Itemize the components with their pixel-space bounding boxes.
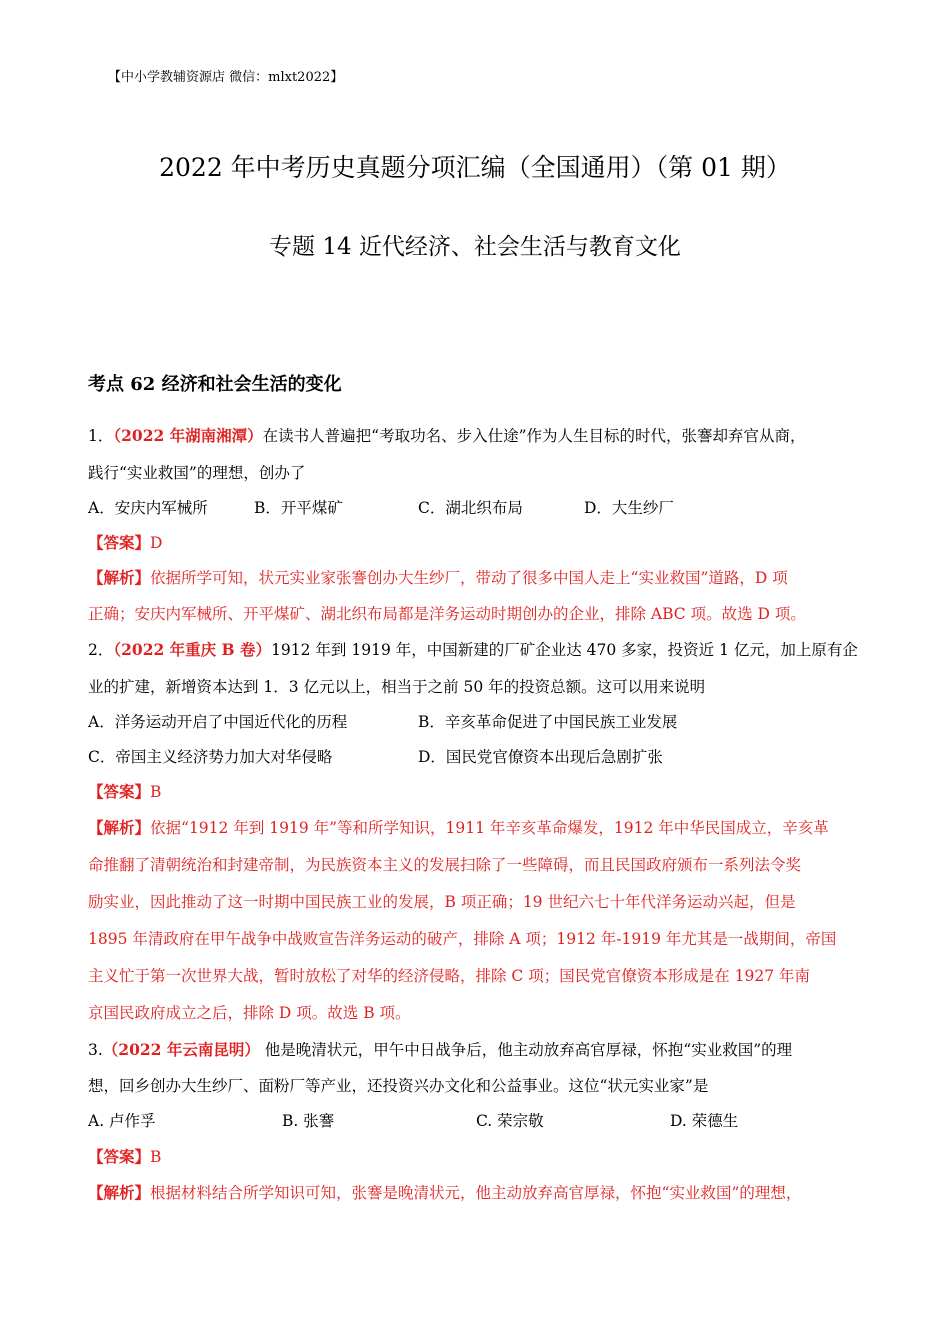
page-subtitle: 专题 14 近代经济、社会生活与教育文化 — [269, 234, 681, 260]
answer-tag: 【答案】 — [88, 1147, 151, 1166]
question-source: （2022 年云南昆明） — [102, 1040, 260, 1059]
answer-value: D — [150, 534, 163, 552]
option-b: B. 张謇 — [282, 1112, 335, 1130]
analysis-tag: 【解析】 — [88, 818, 151, 837]
option-c: C．湖北织布局 — [418, 499, 523, 517]
option-a: A. 卢作孚 — [88, 1112, 156, 1130]
option-b: B．辛亥革命促进了中国民族工业发展 — [418, 713, 678, 731]
analysis-tag: 【解析】 — [88, 1183, 151, 1202]
question-number: 1． — [88, 427, 114, 445]
option-b: B．开平煤矿 — [254, 499, 343, 517]
analysis-line: 命推翻了清朝统治和封建帝制，为民族资本主义的发展扫除了一些障碍，而且民国政府颁布一系列法令奖 — [88, 856, 802, 874]
question-source: （2022 年重庆 B 卷） — [113, 640, 272, 659]
analysis-line: 正确；安庆内军械所、开平煤矿、湖北织布局都是洋务运动时期创办的企业，排除 ABC 项。故选 D 项。 — [88, 605, 806, 623]
analysis-text: 依据所学可知，状元实业家张謇创办大生纱厂，带动了很多中国人走上“实业救国”道路，D 项 — [150, 569, 788, 587]
option-a: A．洋务运动开启了中国近代化的历程 — [88, 713, 348, 731]
question-1-stem-line-2: 践行“实业救国”的理想，创办了 — [88, 464, 306, 482]
answer-tag: 【答案】 — [88, 533, 151, 552]
question-text: 在读书人普遍把“考取功名、步入仕途”作为人生目标的时代，张謇却弃官从商， — [262, 427, 806, 445]
analysis-line: 京国民政府成立之后，排除 D 项。故选 B 项。 — [88, 1004, 411, 1022]
analysis-line — [88, 816, 829, 838]
answer-line — [88, 1145, 161, 1167]
header-note: 【中小学教辅资源店 微信：mlxt2022】 — [108, 70, 344, 85]
analysis-line: 主义忙于第一次世界大战，暂时放松了对华的经济侵略，排除 C 项；国民党官僚资本形成是在 1927 年南 — [88, 967, 811, 985]
analysis-tag: 【解析】 — [88, 568, 151, 587]
question-text: 1912 年到 1919 年，中国新建的厂矿企业达 470 多家，投资近 1 亿元，加上原有企 — [271, 641, 858, 659]
option-d: D. 荣德生 — [670, 1112, 739, 1130]
question-source: （2022 年湖南湘潭） — [113, 426, 263, 445]
question-2-stem-line-1 — [88, 638, 858, 660]
analysis-line — [88, 566, 788, 588]
question-3-stem-line-2: 想，回乡创办大生纱厂、面粉厂等产业，还投资兴办文化和公益事业。这位“状元实业家”是 — [88, 1077, 709, 1095]
option-d: D．国民党官僚资本出现后急剧扩张 — [418, 748, 663, 766]
question-text: 他是晚清状元，甲午中日战争后，他主动放弃高官厚禄，怀抱“实业救国”的理 — [259, 1041, 793, 1059]
analysis-line — [88, 1181, 801, 1203]
option-a: A．安庆内军械所 — [88, 499, 208, 517]
page-title: 2022 年中考历史真题分项汇编（全国通用）（第 01 期） — [159, 153, 791, 182]
question-2-stem-line-2: 业的扩建，新增资本达到 1．3 亿元以上，相当于之前 50 年的投资总额。这可以用来说明 — [88, 678, 706, 696]
option-d: D．大生纱厂 — [584, 499, 674, 517]
answer-value: B — [150, 783, 162, 801]
analysis-line: 励实业，因此推动了这一时期中国民族工业的发展，B 项正确；19 世纪六七十年代洋务运动兴起，但是 — [88, 893, 796, 911]
analysis-line: 1895 年清政府在甲午战争中战败宣告洋务运动的破产，排除 A 项；1912 年-1919 年尤其是一战期间，帝国 — [88, 930, 837, 948]
analysis-text: 根据材料结合所学知识可知，张謇是晚清状元，他主动放弃高官厚禄，怀抱“实业救国”的理想， — [150, 1184, 802, 1202]
answer-line — [88, 531, 162, 553]
answer-line — [88, 780, 161, 802]
analysis-text: 依据“1912 年到 1919 年”等和所学知识，1911 年辛亥革命爆发，1912 年中华民国成立，辛亥革 — [150, 819, 829, 837]
question-3-stem-line-1 — [88, 1038, 792, 1060]
section-heading: 考点 62 经济和社会生活的变化 — [88, 374, 342, 395]
question-number: 3. — [88, 1041, 103, 1059]
option-c: C. 荣宗敬 — [476, 1112, 544, 1130]
question-1-stem-line-1 — [88, 424, 806, 446]
answer-tag: 【答案】 — [88, 782, 151, 801]
option-c: C．帝国主义经济势力加大对华侵略 — [88, 748, 333, 766]
answer-value: B — [150, 1148, 162, 1166]
question-number: 2． — [88, 641, 114, 659]
